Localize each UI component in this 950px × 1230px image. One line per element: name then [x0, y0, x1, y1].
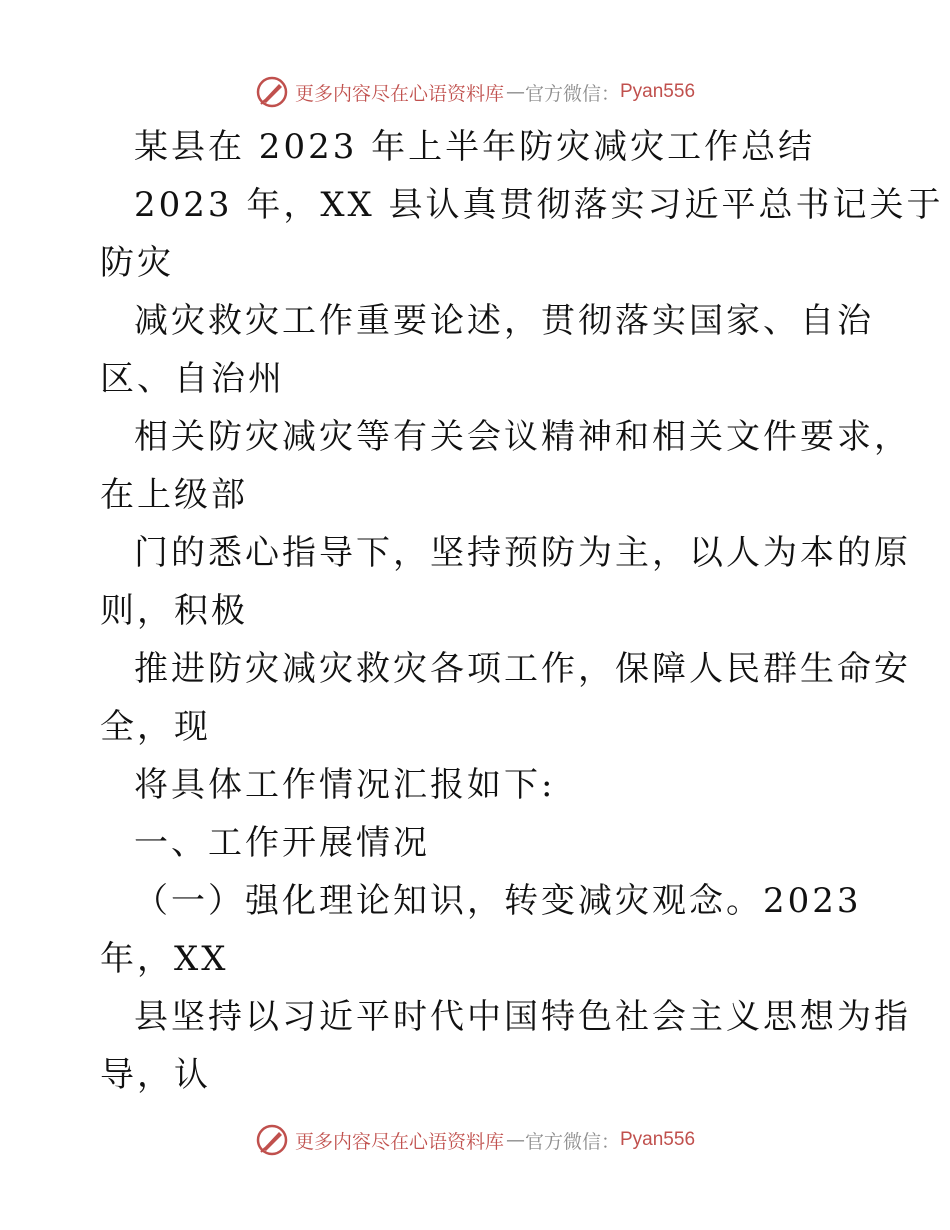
doc-line: 门的悉心指导下，坚持预防为主，以人为本的原 — [134, 533, 911, 573]
watermark-footer — [0, 1120, 950, 1160]
subsection-heading: （一）强化理论知识，转变减灾观念。2023 — [134, 881, 862, 921]
quill-pen-logo-icon — [255, 1123, 289, 1157]
doc-line: 则，积极 — [100, 591, 248, 631]
watermark-wechat-label: 官方微信： — [524, 1130, 620, 1153]
watermark-dash: — — [505, 1129, 525, 1151]
watermark-dash: — — [505, 81, 525, 103]
doc-line: 防灾 — [100, 243, 174, 283]
quill-pen-logo-icon — [255, 75, 289, 109]
doc-line: 全，现 — [100, 707, 211, 747]
doc-line: 导，认 — [100, 1055, 211, 1095]
watermark-wechat-id: Pyan556 — [620, 81, 696, 102]
watermark-wechat-id: Pyan556 — [620, 1129, 696, 1150]
doc-line: 相关防灾减灾等有关会议精神和相关文件要求， — [134, 417, 911, 457]
watermark-header — [0, 72, 950, 112]
section-heading: 一、工作开展情况 — [134, 823, 430, 863]
doc-line: 将具体工作情况汇报如下: — [134, 765, 556, 805]
doc-title: 某县在 2023 年上半年防灾减灾工作总结 — [134, 127, 816, 167]
doc-line: 推进防灾减灾救灾各项工作，保障人民群生命安 — [134, 649, 911, 689]
watermark-wechat-label: 官方微信： — [524, 82, 620, 105]
doc-line: 减灾救灾工作重要论述，贯彻落实国家、自治 — [134, 301, 874, 341]
watermark-site-text: 更多内容尽在心语资料库 — [294, 82, 504, 105]
doc-line: 年，XX — [100, 939, 229, 979]
doc-line: 在上级部 — [100, 475, 248, 515]
doc-line: 区、自治州 — [100, 359, 285, 399]
watermark-site-text: 更多内容尽在心语资料库 — [294, 1130, 504, 1153]
doc-line: 2023 年，XX 县认真贯彻落实习近平总书记关于 — [134, 185, 944, 225]
doc-line: 县坚持以习近平时代中国特色社会主义思想为指 — [134, 997, 911, 1037]
